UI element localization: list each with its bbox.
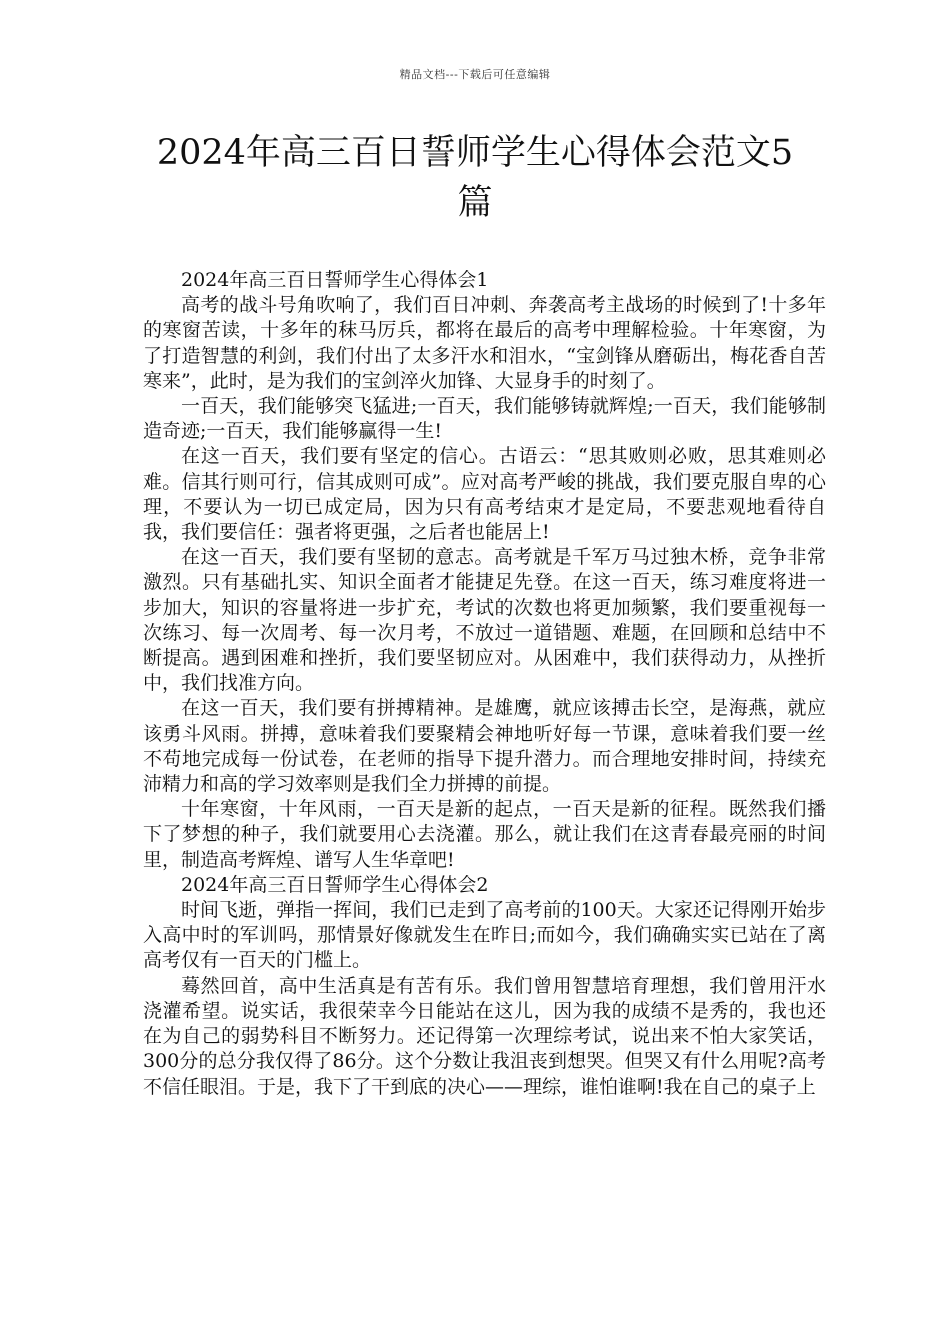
paragraph: 时间飞逝，弹指一挥间，我们已走到了高考前的100天。大家还记得刚开始步入高中时的军训吗，那情景好像就发生在昨日;而如今，我们确确实实已站在了离高考仅有一百天的门槛上。 <box>143 899 826 972</box>
section-heading: 2024年高三百日誓师学生心得体会2 <box>181 873 489 896</box>
paragraph: 蓦然回首，高中生活真是有苦有乐。我们曾用智慧培育理想，我们曾用汗水浇灌希望。说实话，我很荣幸今日能站在这儿，因为我的成绩不是秀的，我也还在为自己的弱势科目不断努力。还记得第一次理综考试，说出来不怕大家笑话，300分的总分我仅得了86分。这个分数让我沮丧到想哭。但哭又有什么用呢?高考不信任眼泪。于是，我下了干到底的决心——理综，谁怕谁啊!我在自己的桌子上 <box>143 974 826 1098</box>
document-title: 2024年高三百日誓师学生心得体会范文5篇 <box>156 133 794 223</box>
paragraph: 高考的战斗号角吹响了，我们百日冲刺、奔袭高考主战场的时候到了!十多年的寒窗苦读，十多年的秣马厉兵，都将在最后的高考中理解检验。十年寒窗，为了打造智慧的利剑，我们付出了太多汗水和泪水，“宝剑锋从磨砺出，梅花香自苦寒来”，此时，是为我们的宝剑淬火加锋、大显身手的时刻了。 <box>143 294 826 392</box>
paragraph: 在这一百天，我们要有坚韧的意志。高考就是千军万马过独木桥，竞争非常激烈。只有基础扎实、知识全面者才能捷足先登。在这一百天，练习难度将进一步加大，知识的容量将进一步扩充，考试的次数也将更加频繁，我们要重视每一次练习、每一次周考、每一次月考，不放过一道错题、难题，在回顾和总结中不断提高。遇到困难和挫折，我们要坚韧应对。从困难中，我们获得动力，从挫折中，我们找准方向。 <box>143 546 826 695</box>
paragraph: 十年寒窗，十年风雨，一百天是新的起点，一百天是新的征程。既然我们播下了梦想的种子，我们就要用心去浇灌。那么，就让我们在这青春最亮丽的时间里，制造高考辉煌、谱写人生华章吧! <box>143 798 826 871</box>
section-heading: 2024年高三百日誓师学生心得体会1 <box>181 269 489 291</box>
paragraph: 在这一百天，我们要有坚定的信心。古语云：“思其败则必败，思其难则必难。信其行则可行，信其成则可成”。应对高考严峻的挑战，我们要克服自卑的心理，不要认为一切已成定局，因为只有高考结束才是定局，不要悲观地看待自我，我们要信任：强者将更强，之后者也能居上! <box>143 445 826 544</box>
paragraph: 在这一百天，我们要有拼搏精神。是雄鹰，就应该搏击长空，是海燕，就应该勇斗风雨。拼搏，意味着我们要聚精会神地听好每一节课，意味着我们要一丝不苟地完成每一份试卷，在老师的指导下提升潜力。而合理地安排时间，持续充沛精力和高的学习效率则是我们全力拼搏的前提。 <box>143 697 826 796</box>
document-body <box>143 268 826 1100</box>
paragraph: 一百天，我们能够突飞猛进;一百天，我们能够铸就辉煌;一百天，我们能够制造奇迹;一百天，我们能够赢得一生! <box>143 395 826 443</box>
header-note: 精品文档---下载后可任意编辑 <box>399 68 551 81</box>
